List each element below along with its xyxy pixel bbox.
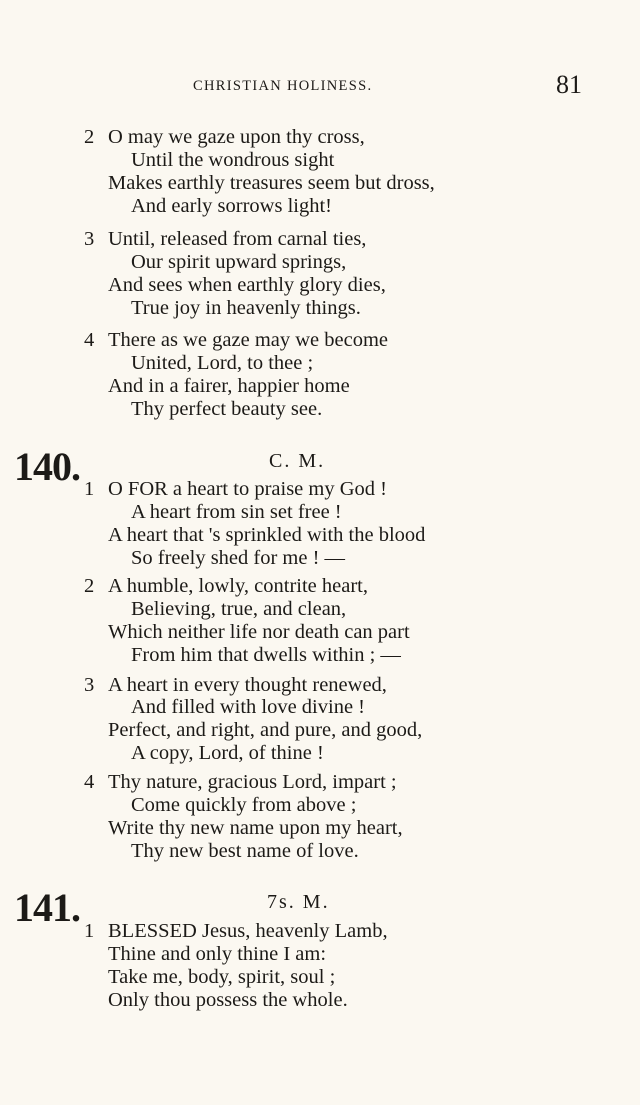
verse-line: Until, released from carnal ties, <box>108 228 367 250</box>
verse-line: There as we gaze may we become <box>108 329 389 351</box>
verse-line: A heart from sin set free ! <box>131 501 342 523</box>
verse-line: So freely shed for me ! — <box>131 547 346 569</box>
verse-line: Thy new best name of love. <box>131 840 359 862</box>
verse-line: True joy in heavenly things. <box>131 297 361 319</box>
verse-number: 2 <box>84 575 95 597</box>
verse-line: United, Lord, to thee ; <box>131 352 314 374</box>
verse-number: 4 <box>84 771 95 793</box>
hymn-number: 140. <box>14 444 80 489</box>
verse-line: A humble, lowly, contrite heart, <box>108 575 368 597</box>
verse-line: Write thy new name upon my heart, <box>108 817 403 839</box>
verse-line: Only thou possess the whole. <box>108 989 348 1011</box>
hymn-number: 141. <box>14 885 80 930</box>
verse-line: Thy nature, gracious Lord, impart ; <box>108 771 397 793</box>
verse-line: Thy perfect beauty see. <box>131 398 323 420</box>
verse-line: And filled with love divine ! <box>131 696 365 718</box>
verse-line: From him that dwells within ; — <box>131 644 401 666</box>
verse-line: O FOR a heart to praise my God ! <box>108 478 387 500</box>
page-number: 81 <box>556 70 582 99</box>
running-head: CHRISTIAN HOLINESS. <box>193 78 373 94</box>
verse-line: Come quickly from above ; <box>131 794 357 816</box>
verse-number: 2 <box>84 126 95 148</box>
verse-line: And sees when earthly glory dies, <box>108 274 386 296</box>
verse-line: O may we gaze upon thy cross, <box>108 126 365 148</box>
verse-line: Until the wondrous sight <box>131 149 335 171</box>
verse-line: A copy, Lord, of thine ! <box>131 742 324 764</box>
verse-line: A heart in every thought renewed, <box>108 674 387 696</box>
verse-line: And in a fairer, happier home <box>108 375 350 397</box>
hymn-meter: C. M. <box>269 450 326 472</box>
verse-line: Thine and only thine I am: <box>108 943 327 965</box>
verse-line: Believing, true, and clean, <box>131 598 347 620</box>
verse-number: 4 <box>84 329 95 351</box>
verse-line: And early sorrows light! <box>131 195 332 217</box>
verse-line: Which neither life nor death can part <box>108 621 410 643</box>
verse-line: Take me, body, spirit, soul ; <box>108 966 336 988</box>
verse-number: 3 <box>84 228 95 250</box>
verse-line: Makes earthly treasures seem but dross, <box>108 172 435 194</box>
hymn-meter: 7s. M. <box>267 891 330 913</box>
verse-line: Perfect, and right, and pure, and good, <box>108 719 423 741</box>
verse-line: A heart that 's sprinkled with the blood <box>108 524 426 546</box>
verse-line: BLESSED Jesus, heavenly Lamb, <box>108 920 388 942</box>
verse-line: Our spirit upward springs, <box>131 251 347 273</box>
verse-number: 3 <box>84 674 95 696</box>
verse-number: 1 <box>84 478 95 500</box>
verse-number: 1 <box>84 920 95 942</box>
